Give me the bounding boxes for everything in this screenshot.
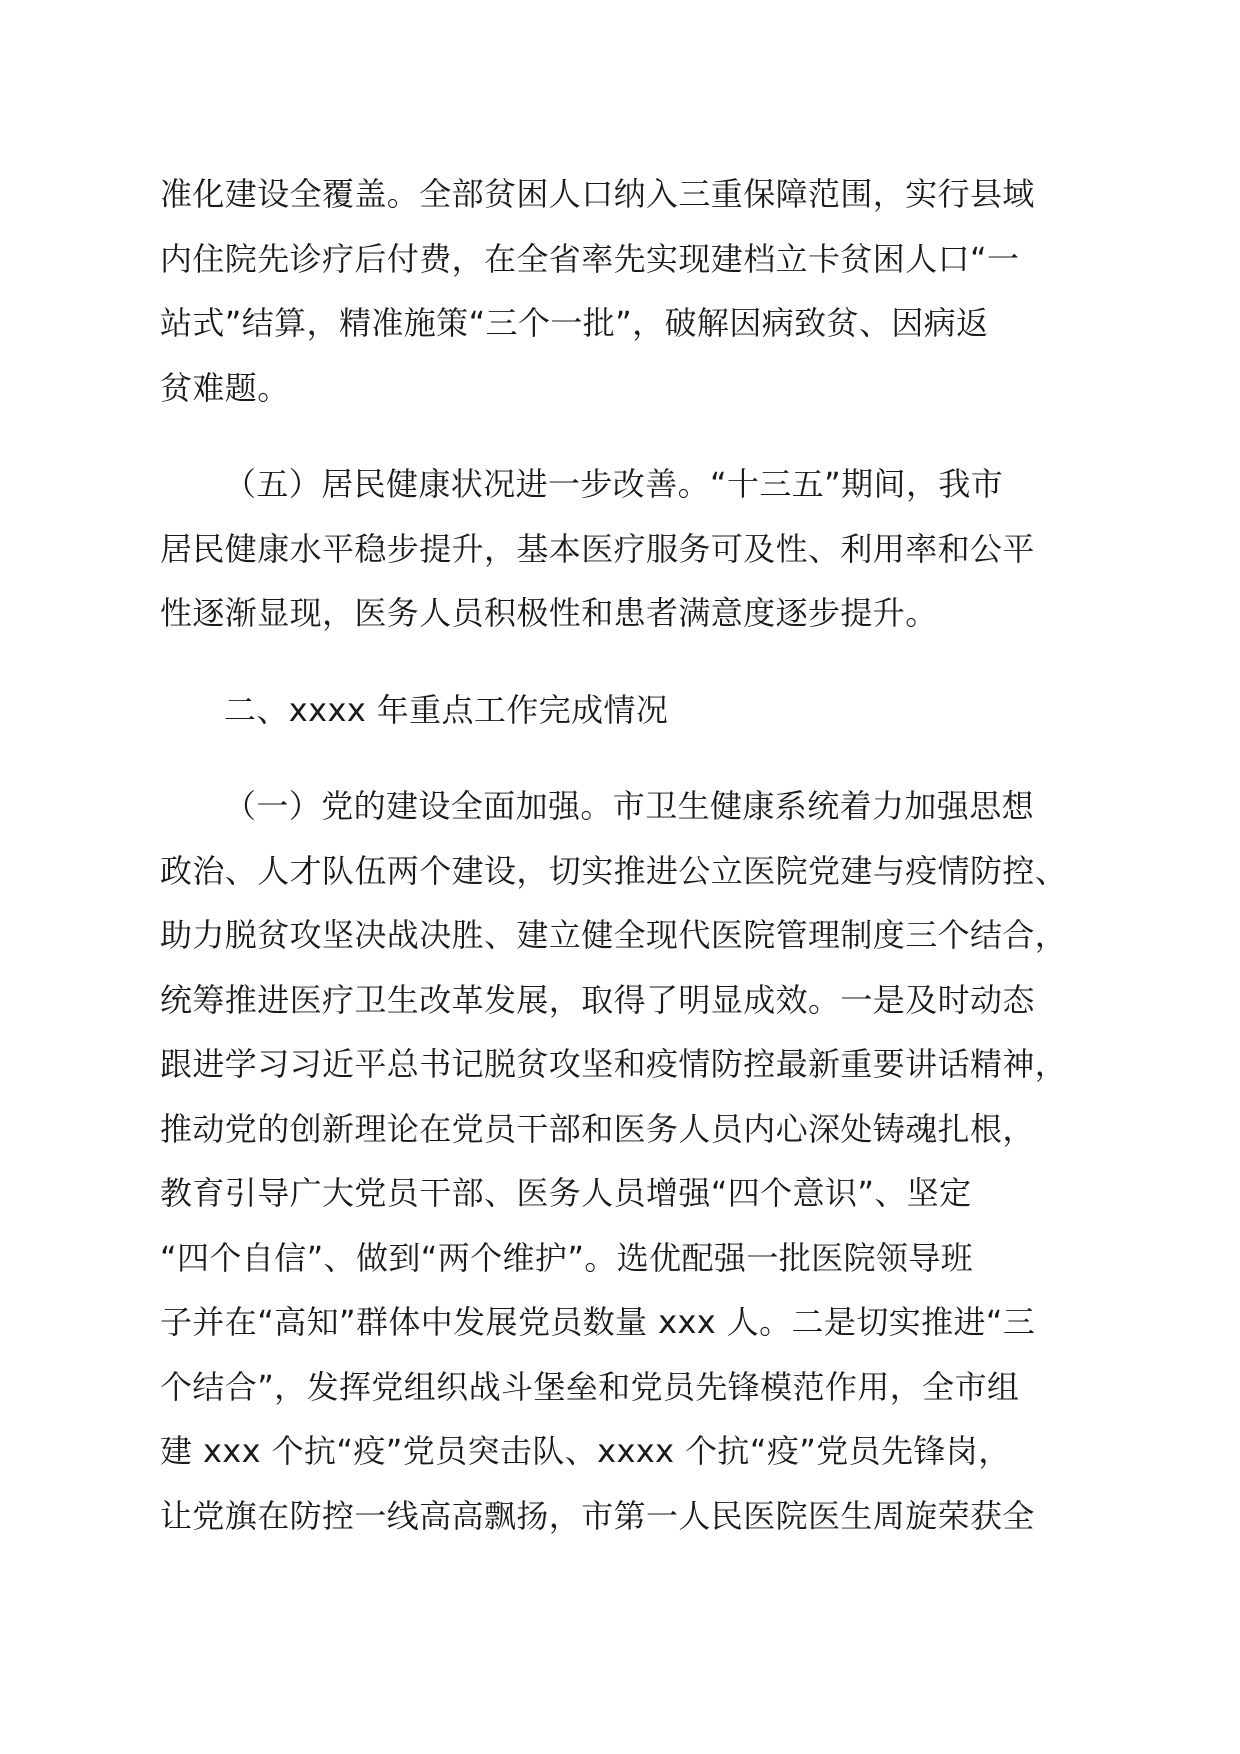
text-line: 推动党的创新理论在党员干部和医务人员内心深处铸魂扎根， xyxy=(160,1109,1035,1148)
document-body xyxy=(160,162,1120,1580)
paragraph-continuation xyxy=(160,162,1120,420)
section-heading xyxy=(160,678,1120,743)
text-line: 贫难题。 xyxy=(160,368,290,407)
text-line: 个结合”，发挥党组织战斗堡垒和党员先锋模范作用，全市组 xyxy=(160,1367,1020,1406)
text-line: 站式”结算，精准施策“三个一批”，破解因病致贫、因病返 xyxy=(160,304,989,342)
text-line: 内住院先诊疗后付费，在全省率先实现建档立卡贫困人口“一 xyxy=(160,239,1020,278)
text-line: （五）居民健康状况进一步改善。“十三五”期间，我市 xyxy=(224,465,1004,503)
text-line: “四个自信”、做到“两个维护”。选优配强一批医院领导班 xyxy=(160,1238,974,1277)
text-line: 教育引导广大党员干部、医务人员增强“四个意识”、坚定 xyxy=(160,1174,972,1212)
text-line: 准化建设全覆盖。全部贫困人口纳入三重保障范围，实行县域 xyxy=(160,175,1035,213)
paragraph-party-building xyxy=(160,774,1120,1548)
text-line: 子并在“高知”群体中发展党员数量 xxx 人。二是切实推进“三 xyxy=(160,1303,1036,1341)
text-line: 让党旗在防控一线高高飘扬，市第一人民医院医生周旋荣获全 xyxy=(160,1496,1035,1535)
text-line: 统筹推进医疗卫生改革发展，取得了明显成效。一是及时动态 xyxy=(160,980,1035,1019)
text-line: 居民健康水平稳步提升，基本医疗服务可及性、利用率和公平 xyxy=(160,529,1035,568)
text-line: 建 xxx 个抗“疫”党员突击队、xxxx 个抗“疫”党员先锋岗， xyxy=(160,1432,1011,1470)
text-line: 性逐渐显现，医务人员积极性和患者满意度逐步提升。 xyxy=(160,594,938,632)
text-line: 政治、人才队伍两个建设，切实推进公立医院党建与疫情防控、 xyxy=(160,851,1068,890)
heading-text: 二、xxxx 年重点工作完成情况 xyxy=(224,690,669,729)
paragraph-health-status xyxy=(160,452,1120,646)
text-line: 跟进学习习近平总书记脱贫攻坚和疫情防控最新重要讲话精神， xyxy=(160,1045,1068,1083)
text-line: 助力脱贫攻坚决战决胜、建立健全现代医院管理制度三个结合， xyxy=(160,916,1068,954)
text-line: （一）党的建设全面加强。市卫生健康系统着力加强思想 xyxy=(224,787,1035,825)
